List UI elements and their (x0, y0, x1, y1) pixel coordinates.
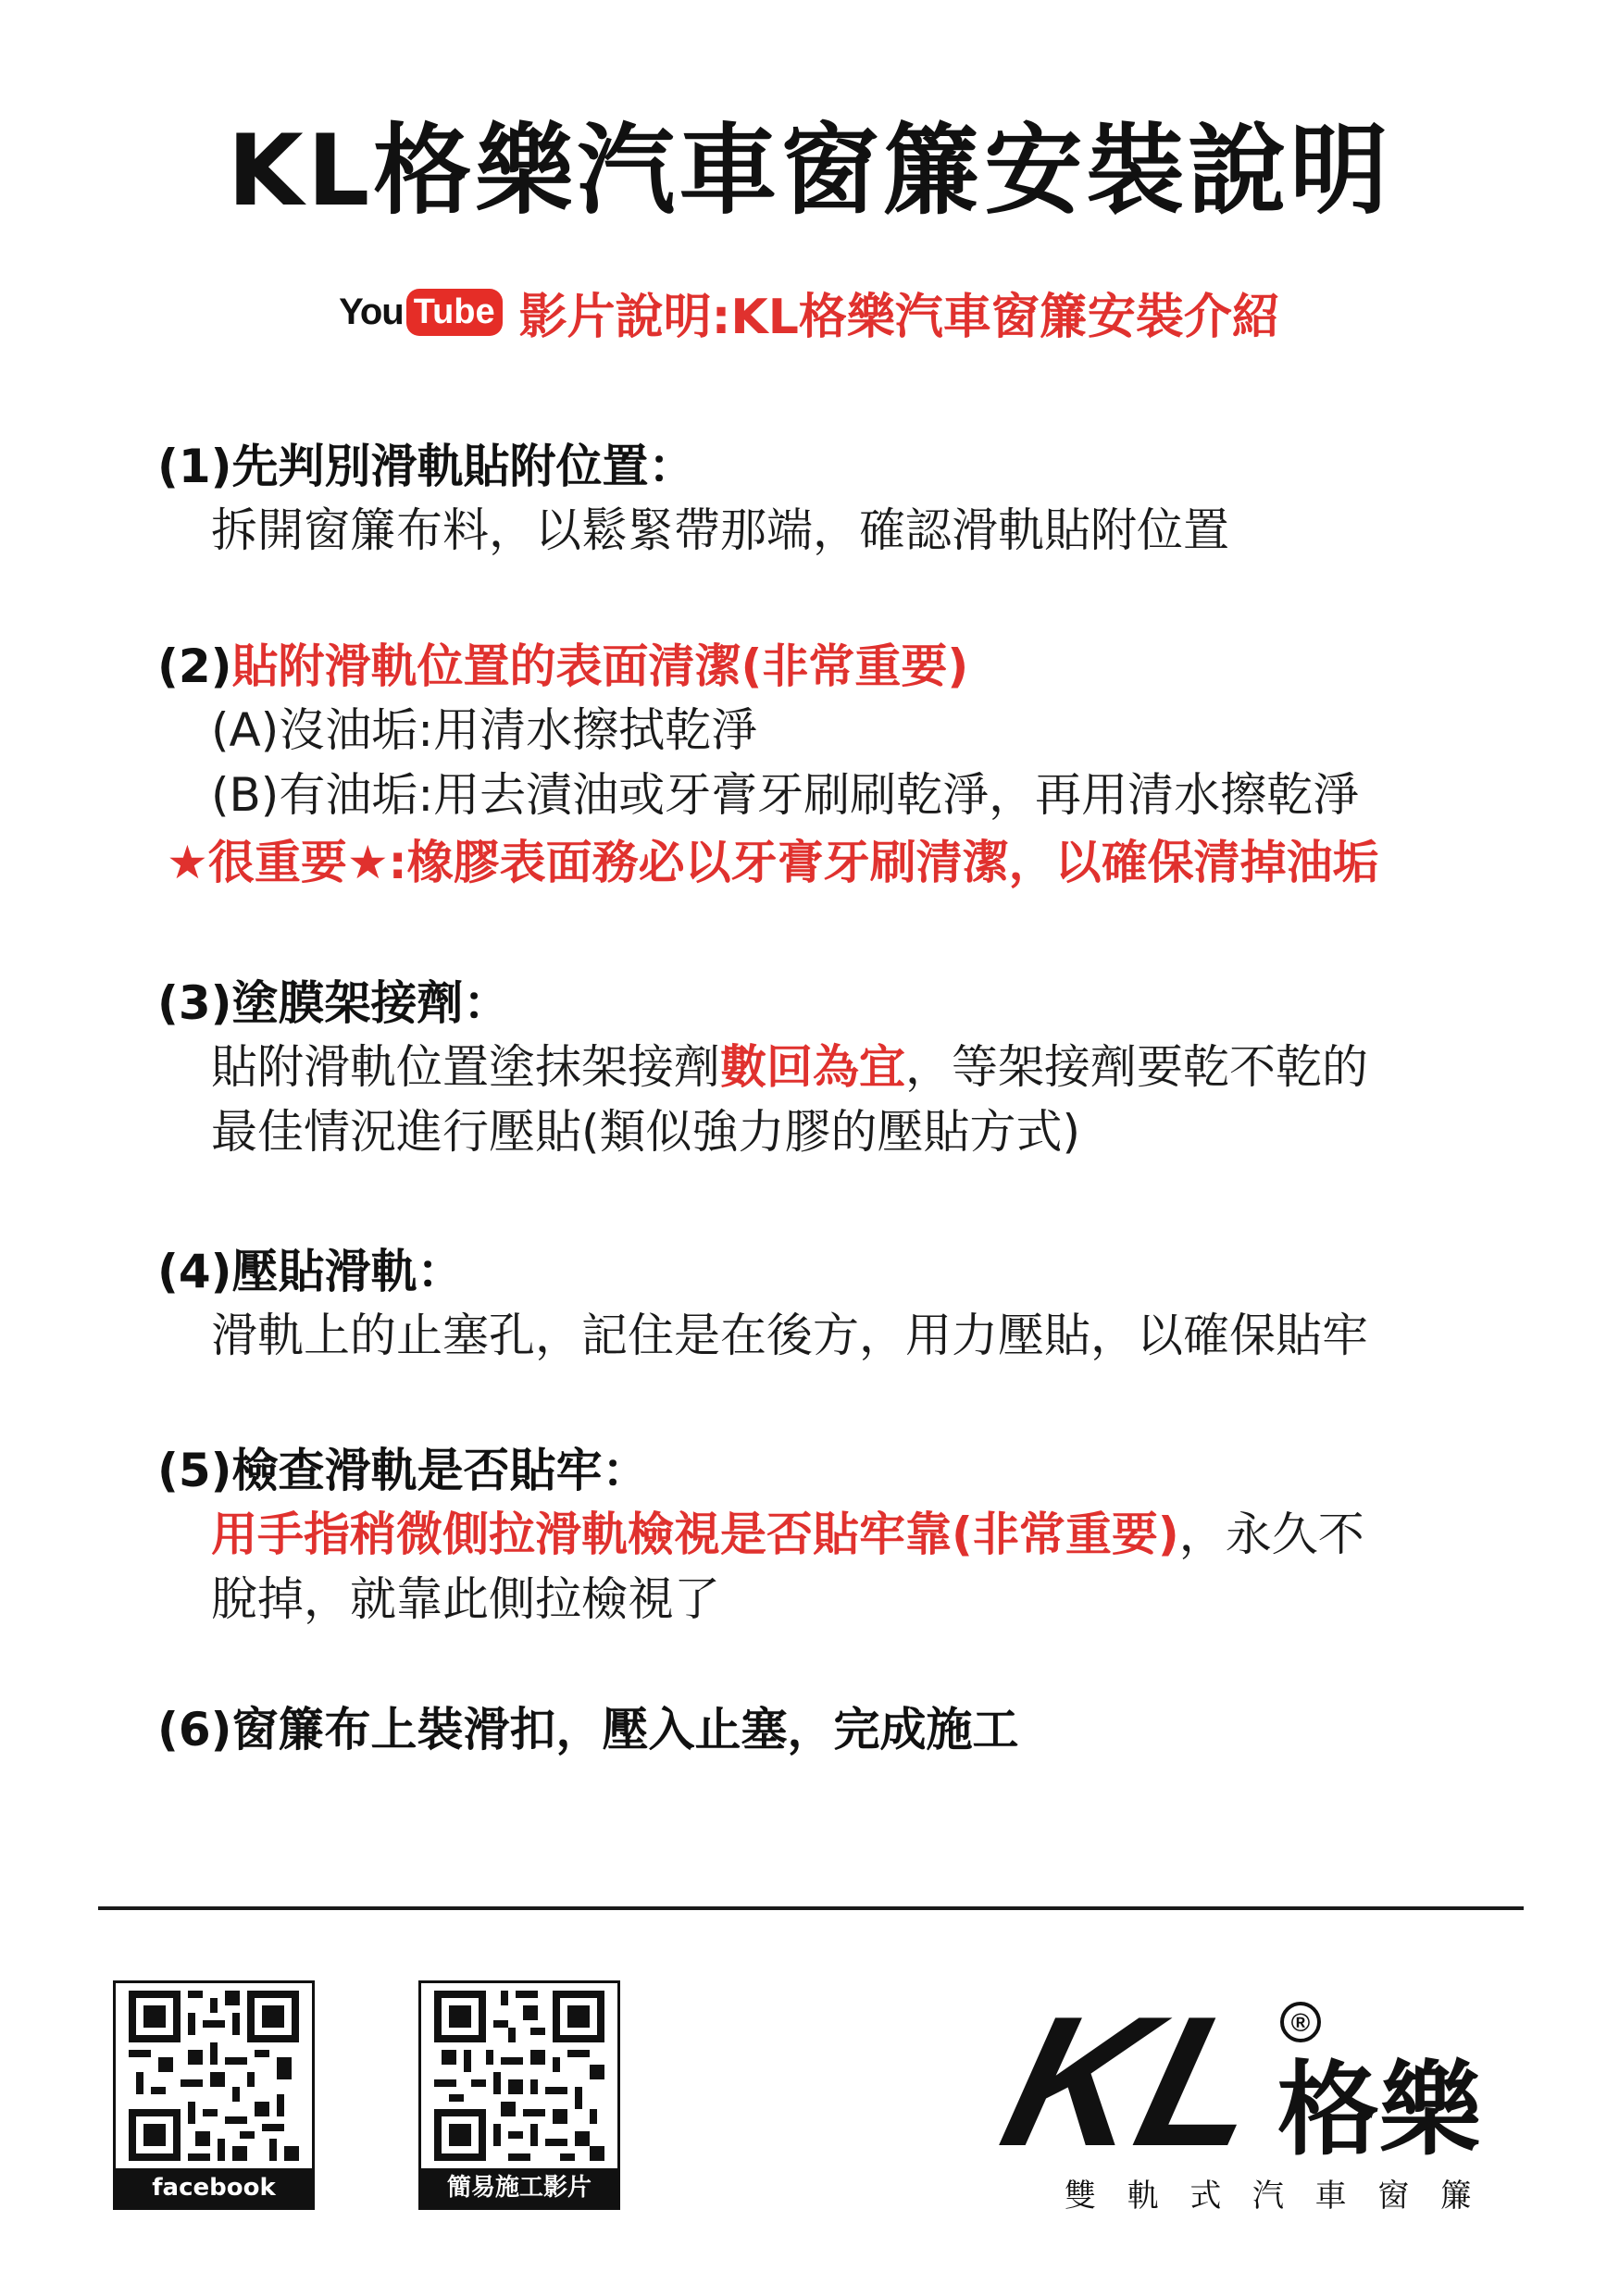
registered-mark: ® (1290, 2008, 1311, 2037)
facebook-qr-label: facebook (116, 2168, 312, 2207)
tagline-char: 車 (1314, 2178, 1347, 2215)
youtube-logo-tube: Tube (406, 289, 503, 336)
video-qr-label: 簡易施工影片 (421, 2168, 617, 2207)
step-4-heading: (4)壓貼滑軌： (157, 1245, 464, 1298)
step-5-heading: (5)檢查滑軌是否貼牢： (157, 1444, 649, 1497)
youtube-logo-you: You (339, 292, 404, 332)
step-2-case-a: (A)沒油垢:用清水擦拭乾淨 (211, 703, 758, 757)
step-6 (157, 1698, 1490, 1761)
step-3-heading: (3)塗膜架接劑： (157, 976, 510, 1030)
youtube-video-link[interactable] (0, 278, 1619, 347)
step-3-text-2: 最佳情況進行壓貼(類似強力膠的壓貼方式) (211, 1105, 1081, 1159)
step-3-text-1b: ，等架接劑要乾不乾的 (905, 1040, 1368, 1094)
step-3 (157, 972, 1490, 1164)
kl-logo-icon (981, 1980, 1537, 2166)
step-5-text-1 (157, 1502, 1490, 1567)
step-2 (157, 635, 1490, 898)
step-2-heading (157, 635, 1490, 698)
video-qr-code[interactable] (418, 1980, 620, 2210)
page-title: KL格樂汽車窗簾安裝說明 (227, 114, 1392, 228)
logo-kl-text: KL (985, 1980, 1285, 2166)
tagline-char: 簾 (1439, 2178, 1472, 2215)
step-3-text-1 (157, 1035, 1490, 1099)
logo-name-text: 格樂 (1277, 2051, 1481, 2166)
step-1-heading: (1)先判別滑軌貼附位置： (157, 440, 695, 493)
youtube-logo-icon (339, 289, 503, 336)
step-1-text: 拆開窗簾布料，以鬆緊帶那端，確認滑軌貼附位置 (211, 503, 1229, 557)
step-5-text-1-red: 用手指稍微側拉滑軌檢視是否貼牢靠(非常重要) (211, 1508, 1179, 1561)
tagline-char: 式 (1189, 2178, 1222, 2215)
tagline-char: 雙 (1065, 2178, 1096, 2215)
step-2-case-b: (B)有油垢:用去漬油或牙膏牙刷刷乾淨，再用清水擦乾淨 (211, 768, 1360, 822)
qr-code-icon (421, 1983, 617, 2168)
step-2-number: (2) (157, 639, 232, 693)
tagline-char: 窗 (1377, 2178, 1410, 2215)
step-3-text-1-red: 數回為宜 (720, 1040, 905, 1094)
youtube-video-title[interactable]: 影片說明:KL格樂汽車窗簾安裝介紹 (518, 290, 1280, 345)
step-5 (157, 1439, 1490, 1632)
step-4 (157, 1240, 1490, 1368)
step-3-text-1a: 貼附滑軌位置塗抹架接劑 (211, 1040, 720, 1094)
step-2-heading-red: 貼附滑軌位置的表面清潔(非常重要) (231, 639, 969, 693)
facebook-qr-code[interactable] (113, 1980, 315, 2210)
brand-tagline (1065, 2170, 1472, 2215)
step-5-text-1b: ，永久不 (1178, 1508, 1364, 1561)
footer-divider (98, 1906, 1524, 1910)
step-5-text-2: 脫掉，就靠此側拉檢視了 (211, 1572, 720, 1626)
step-4-text: 滑軌上的止塞孔，記住是在後方，用力壓貼，以確保貼牢 (211, 1309, 1368, 1362)
step-2-warning: ★很重要★:橡膠表面務必以牙膏牙刷清潔，以確保清掉油垢 (167, 836, 1379, 889)
step-1 (157, 435, 1490, 563)
qr-code-icon (116, 1983, 312, 2168)
step-6-heading: (6)窗簾布上裝滑扣，壓入止塞，完成施工 (157, 1703, 1019, 1756)
tagline-char: 汽 (1252, 2178, 1284, 2215)
tagline-char: 軌 (1127, 2178, 1159, 2215)
